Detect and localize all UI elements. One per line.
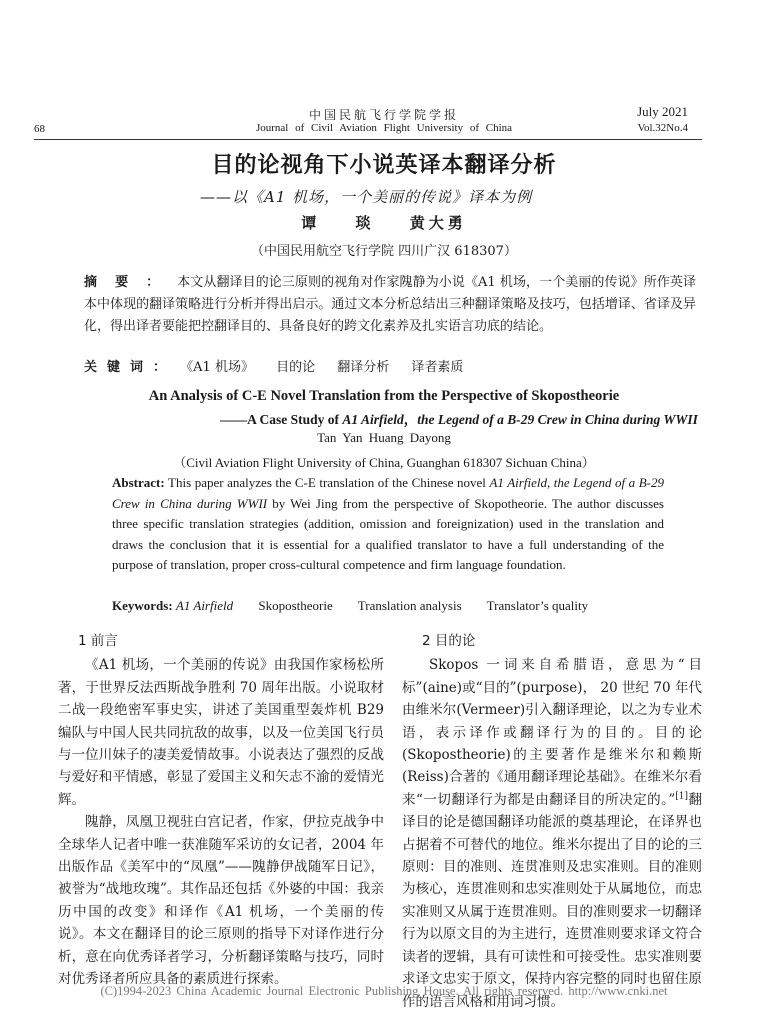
journal-name-en: Journal of Civil Aviation Flight University of China (255, 122, 513, 134)
paragraph: 隗静，凤凰卫视驻白宫记者，作家，伊拉克战争中全球华人记者中唯一获准随军采访的女记者，2004 年出版作品《美军中的“凤凰”——隗静伊战随军日记》，被誉为“战地玫瑰”。其作品还包括《外婆的中国：我亲历中国的改变》和译作《A1 机场，一个美丽的传说》。本文在翻译目的论三原则的指导下对译作进行分析，意在向优秀译者学习，分析翻译策略与技巧，同时对优秀译者所应具备的素质进行探索。 (58, 814, 384, 988)
abstract-en-novel-title: A1 Airfield, the Legend of a B-29 Crew in China during WWII (112, 475, 664, 511)
keyword-en: A1 Airfield (175, 598, 234, 613)
keyword-en: Translation analysis (357, 598, 462, 613)
keyword-en: Translator’s quality (486, 598, 589, 613)
copyright-footer: (C)1994-2023 China Academic Journal Electronic Publishing House. All rights reserved. http://www.cnki.net (100, 984, 668, 998)
abstract-cn-label: 摘要： (84, 275, 178, 290)
keywords-cn (84, 356, 696, 375)
citation-ref[interactable]: [1] (675, 791, 689, 802)
authors-en: Tan Yan Huang Dayong (317, 430, 451, 445)
article-title-cn: 目的论视角下小说英译本翻译分析 (211, 152, 557, 178)
affiliation-cn: （中国民用航空飞行学院 四川广汉 618307） (251, 244, 517, 259)
subtitle-en-title2: the Legend of a B-29 Crew in China during WWII (417, 412, 698, 427)
page-number: 68 (34, 123, 45, 135)
paragraph: 《A1 机场，一个美丽的传说》由我国作家杨松所著，于世界反法西斯战争胜利 70 周年出版。小说取材二战一段绝密军事史实，讲述了美国重型轰炸机 B29 编队与中国人民共同抗敌的故事，以及一位美国飞行员与一位川妹子的凄美爱情故事。小说表达了强烈的反战与爱好和平情感，彰显了爱国主义和矢志不渝的爱情光辉。 (58, 657, 384, 808)
issue-volume: Vol.32No.4 (637, 122, 688, 134)
abstract-en (112, 473, 664, 576)
subtitle-en-prefix: ——A Case Study of (220, 412, 343, 427)
section-heading: 1 前言 (78, 633, 118, 649)
affiliation-en: （Civil Aviation Flight University of China, Guanghan 618307 Sichuan China） (173, 455, 595, 470)
paragraph-text: 翻译目的论是德国翻译功能派的奠基理论，在译界也占据着不可替代的地位。维米尔提出了目的论的三原则：目的准则、连贯准则及忠实准则。目的准则为核心，连贯准则和忠实准则处于从属地位，而忠实准则又从属于连贯准则。目的准则要求一切翻译行为以原文目的为主进行，连贯准则要求译文符合读者的逻辑，具有可读性和可接受性。忠实准则要求译文忠实于原文，保持内容完整的同时也留住原作的语言风格和用词习惯。 (402, 791, 703, 1010)
article-subtitle-en (0, 408, 768, 428)
header-rule (34, 139, 702, 140)
abstract-en-text1: This paper analyzes the C-E translation of the Chinese novel (164, 475, 490, 490)
authors-cn: 谭 琰 黄大勇 (301, 214, 467, 232)
abstract-en-label: Abstract: (112, 475, 165, 490)
paragraph (402, 654, 702, 1013)
keyword-cn: 译者素质 (411, 360, 464, 375)
abstract-cn-text: 本文从翻译目的论三原则的视角对作家隗静为小说《A1 机场，一个美丽的传说》所作英译本中体现的翻译策略进行分析并得出启示。通过文本分析总结出三种翻译策略及技巧，包括增译、省译及异化，得出译者要能把控翻译目的、具备良好的跨文化素养及扎实语言功底的结论。 (84, 275, 696, 334)
keywords-en (112, 598, 672, 614)
issue-date: July 2021 (637, 104, 688, 119)
keywords-en-label: Keywords: (112, 598, 173, 613)
body-column-left (58, 630, 384, 991)
subtitle-en-sep: ， (403, 412, 418, 427)
article-subtitle-cn: ——以《A1 机场，一个美丽的传说》译本为例 (200, 188, 533, 206)
journal-name-cn: 中国民航飞行学院学报 (308, 108, 459, 122)
keyword-cn: 目的论 (276, 360, 316, 375)
keyword-cn: 《A1 机场》 (180, 360, 254, 375)
paragraph-text: Skopos 一词来自希腊语，意思为“目标”(aine)或“目的”(purpose)， 20 世纪 70 年代由维米尔(Vermeer)引入翻译理论，以之为专业术语，表示译作或翻译行为的目的。目的论(Skopostheorie)的主要著作是维米尔和赖斯(Reiss)合著的《通用翻译理论基础》。在维米尔看来“一切翻译行为都是由翻译目的所决定的。” (402, 657, 702, 808)
keywords-cn-label: 关键词： (84, 360, 177, 375)
abstract-cn (84, 272, 696, 338)
body-column-right (402, 630, 702, 1013)
section-heading: 2 目的论 (422, 633, 476, 649)
article-title-en: An Analysis of C-E Novel Translation from the Perspective of Skopostheorie (148, 388, 620, 404)
abstract-en-text2: by Wei Jing from the perspective of Skopotheorie. The author discusses three specific translation strategies (addition, omission and foreignization) used in the translation and draws the conclusion that it is essential for a qualified translator to have a full understanding of the purpose of translation, proper cross-cultural competence and firm language foundation. (112, 495, 664, 572)
keyword-en: Skopostheorie (258, 598, 333, 613)
keyword-cn: 翻译分析 (337, 360, 390, 375)
subtitle-en-title1: A1 Airfield (342, 412, 404, 427)
